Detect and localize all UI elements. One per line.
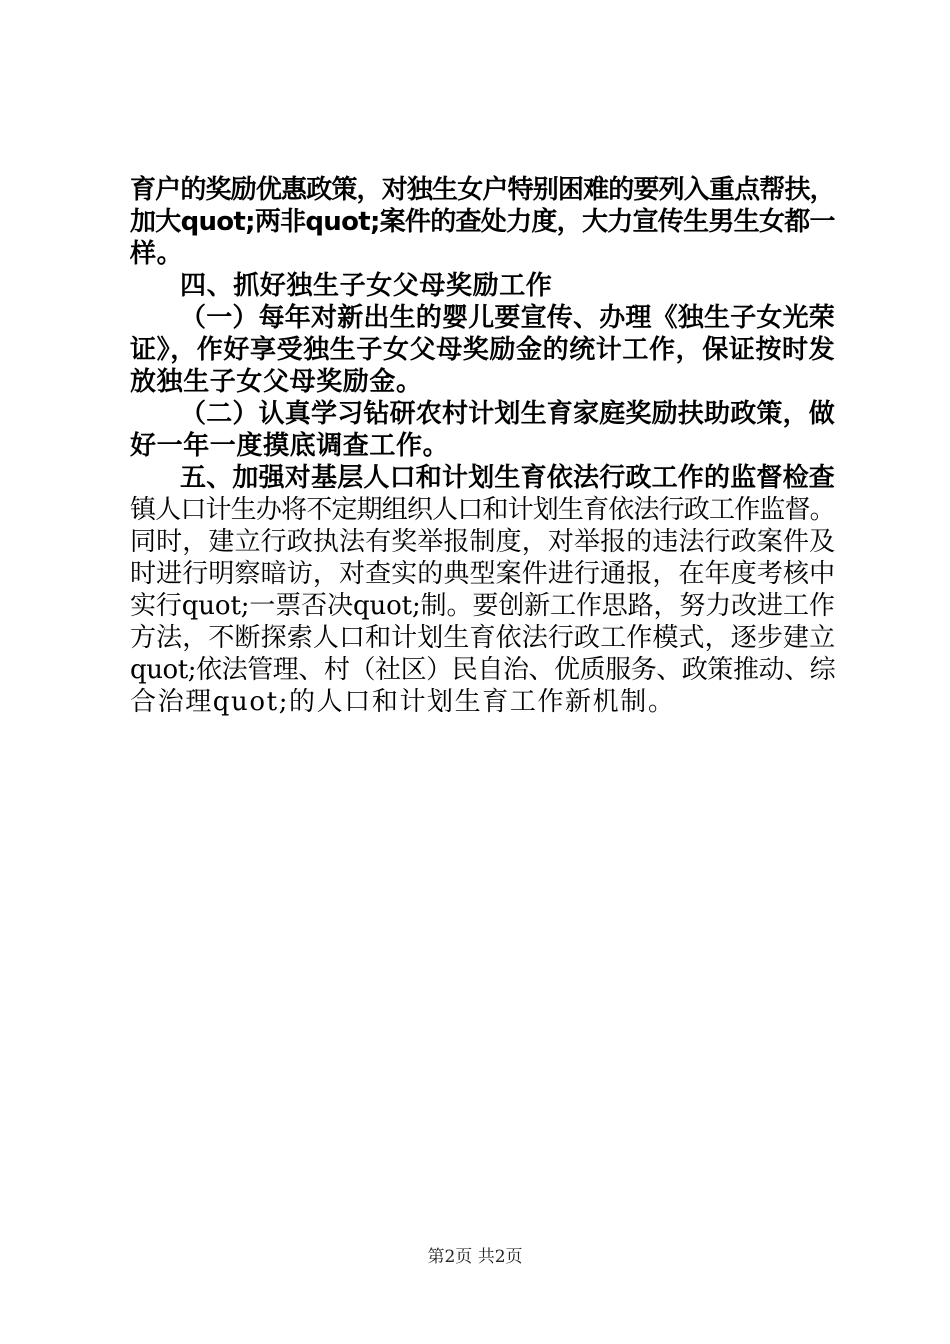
paragraph-line: 时进行明察暗访，对查实的典型案件进行通报，在年度考核中 — [130, 559, 836, 589]
page-footer: 第2页 共2页 — [427, 1247, 523, 1267]
paragraph-line: 好一年一度摸底调查工作。 — [130, 431, 450, 461]
paragraph-line: quot;依法管理、村（社区）民自治、优质服务、政策推动、综 — [130, 655, 836, 685]
paragraph-line: 育户的奖励优惠政策，对独生女户特别困难的要列入重点帮扶， — [130, 175, 835, 205]
section-heading: 五、加强对基层人口和计划生育依法行政工作的监督检查 — [180, 463, 836, 493]
paragraph-line: 样。 — [130, 239, 184, 269]
paragraph-line: 加大quot;两非quot;案件的查处力度，大力宣传生男生女都一 — [130, 207, 835, 237]
paragraph-line: 方法，不断探索人口和计划生育依法行政工作模式，逐步建立 — [130, 623, 836, 653]
paragraph-line: 镇人口计生办将不定期组织人口和计划生育依法行政工作监督。 — [130, 495, 835, 525]
paragraph-line: 合治理quot;的人口和计划生育工作新机制。 — [130, 687, 676, 717]
paragraph-line: 证》，作好享受独生子女父母奖励金的统计工作，保证按时发 — [130, 335, 836, 365]
paragraph-line: 放独生子女父母奖励金。 — [130, 367, 423, 397]
paragraph-line: （二）认真学习钻研农村计划生育家庭奖励扶助政策，做 — [180, 399, 836, 429]
paragraph-line: （一）每年对新出生的婴儿要宣传、办理《独生子女光荣 — [180, 303, 836, 333]
section-heading: 四、抓好独生子女父母奖励工作 — [180, 271, 553, 301]
paragraph-line: 实行quot;一票否决quot;制。要创新工作思路，努力改进工作 — [130, 591, 835, 621]
paragraph-line: 同时，建立行政执法有奖举报制度，对举报的违法行政案件及 — [130, 527, 836, 557]
